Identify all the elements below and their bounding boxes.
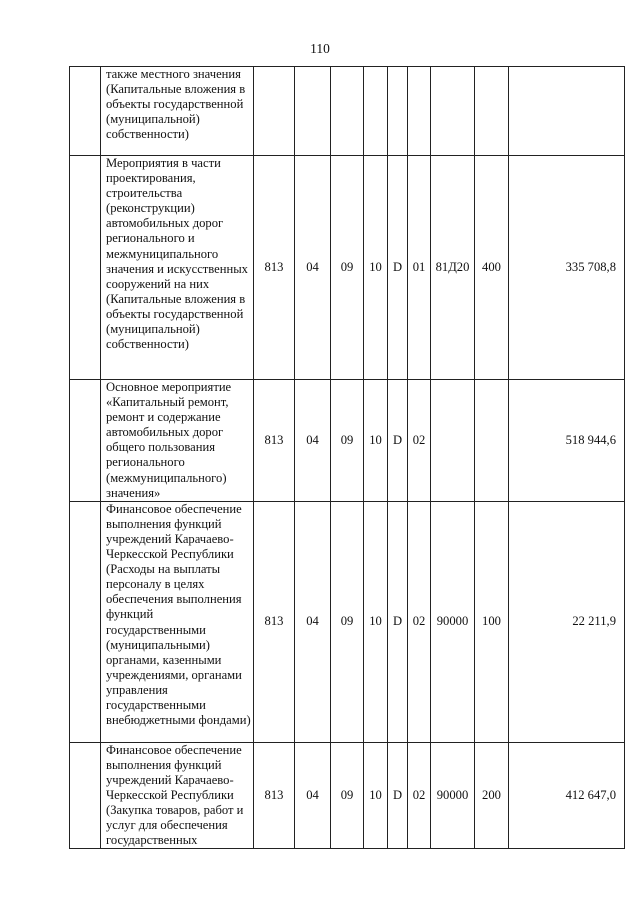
expense-type-cell: 400 <box>475 156 509 380</box>
subsection-code-cell <box>331 67 364 156</box>
table-row <box>70 156 625 380</box>
program-letter-cell: D <box>388 380 408 502</box>
subsection-code-cell: 09 <box>331 156 364 380</box>
table-row <box>70 742 625 849</box>
program-code-cell <box>364 67 388 156</box>
section-code-cell <box>295 67 331 156</box>
program-code-cell: 10 <box>364 742 388 849</box>
amount-cell: 22 211,9 <box>509 501 625 742</box>
section-code-cell: 04 <box>295 742 331 849</box>
row-number-cell <box>70 380 101 502</box>
target-code-cell: 81Д20 <box>431 156 475 380</box>
row-number-cell <box>70 67 101 156</box>
program-letter-cell: D <box>388 501 408 742</box>
subsection-code-cell: 09 <box>331 380 364 502</box>
page-number: 110 <box>310 41 330 56</box>
program-code-cell: 10 <box>364 380 388 502</box>
description-cell: также местного значения (Капитальные вложения в объекты государственной (муниципальной) собственности) <box>101 67 254 156</box>
subprogram-code-cell: 02 <box>408 742 431 849</box>
row-number-cell <box>70 501 101 742</box>
subprogram-code-cell: 02 <box>408 380 431 502</box>
target-code-cell: 90000 <box>431 501 475 742</box>
table-row <box>70 67 625 156</box>
description-cell: Мероприятия в части проектирования, строительства (реконструкции) автомобильных дорог регионального и межмуниципального значения и искусственных сооружений на них (Капитальные вложения в объекты государственной (муниципальной) собственности) <box>101 156 254 380</box>
ministry-code-cell: 813 <box>254 156 295 380</box>
amount-cell: 518 944,6 <box>509 380 625 502</box>
ministry-code-cell: 813 <box>254 742 295 849</box>
subsection-code-cell: 09 <box>331 742 364 849</box>
subprogram-code-cell: 02 <box>408 501 431 742</box>
table-row <box>70 501 625 742</box>
program-code-cell: 10 <box>364 156 388 380</box>
expense-type-cell <box>475 380 509 502</box>
amount-cell: 335 708,8 <box>509 156 625 380</box>
ministry-code-cell: 813 <box>254 501 295 742</box>
amount-cell <box>509 67 625 156</box>
subprogram-code-cell: 01 <box>408 156 431 380</box>
description-cell: Основное мероприятие «Капитальный ремонт, ремонт и содержание автомобильных дорог общего пользования регионального (межмуниципального) значения» <box>101 380 254 502</box>
expense-type-cell: 200 <box>475 742 509 849</box>
budget-table <box>69 66 625 849</box>
program-letter-cell: D <box>388 156 408 380</box>
row-number-cell <box>70 742 101 849</box>
section-code-cell: 04 <box>295 156 331 380</box>
row-number-cell <box>70 156 101 380</box>
ministry-code-cell <box>254 67 295 156</box>
program-letter-cell <box>388 67 408 156</box>
amount-cell: 412 647,0 <box>509 742 625 849</box>
description-cell: Финансовое обеспечение выполнения функций учреждений Карачаево-Черкесской Республики (Расходы на выплаты персоналу в целях обеспечения выполнения функций государственными (муниципальными) органами, казенными учреждениями, органами управления государственными внебюджетными фондами) <box>101 501 254 742</box>
program-code-cell: 10 <box>364 501 388 742</box>
target-code-cell <box>431 380 475 502</box>
description-cell: Финансовое обеспечение выполнения функций учреждений Карачаево-Черкесской Республики (Закупка товаров, работ и услуг для обеспечения государственных <box>101 742 254 849</box>
program-letter-cell: D <box>388 742 408 849</box>
subsection-code-cell: 09 <box>331 501 364 742</box>
table-row <box>70 380 625 502</box>
section-code-cell: 04 <box>295 501 331 742</box>
ministry-code-cell: 813 <box>254 380 295 502</box>
subprogram-code-cell <box>408 67 431 156</box>
expense-type-cell <box>475 67 509 156</box>
expense-type-cell: 100 <box>475 501 509 742</box>
target-code-cell <box>431 67 475 156</box>
section-code-cell: 04 <box>295 380 331 502</box>
target-code-cell: 90000 <box>431 742 475 849</box>
